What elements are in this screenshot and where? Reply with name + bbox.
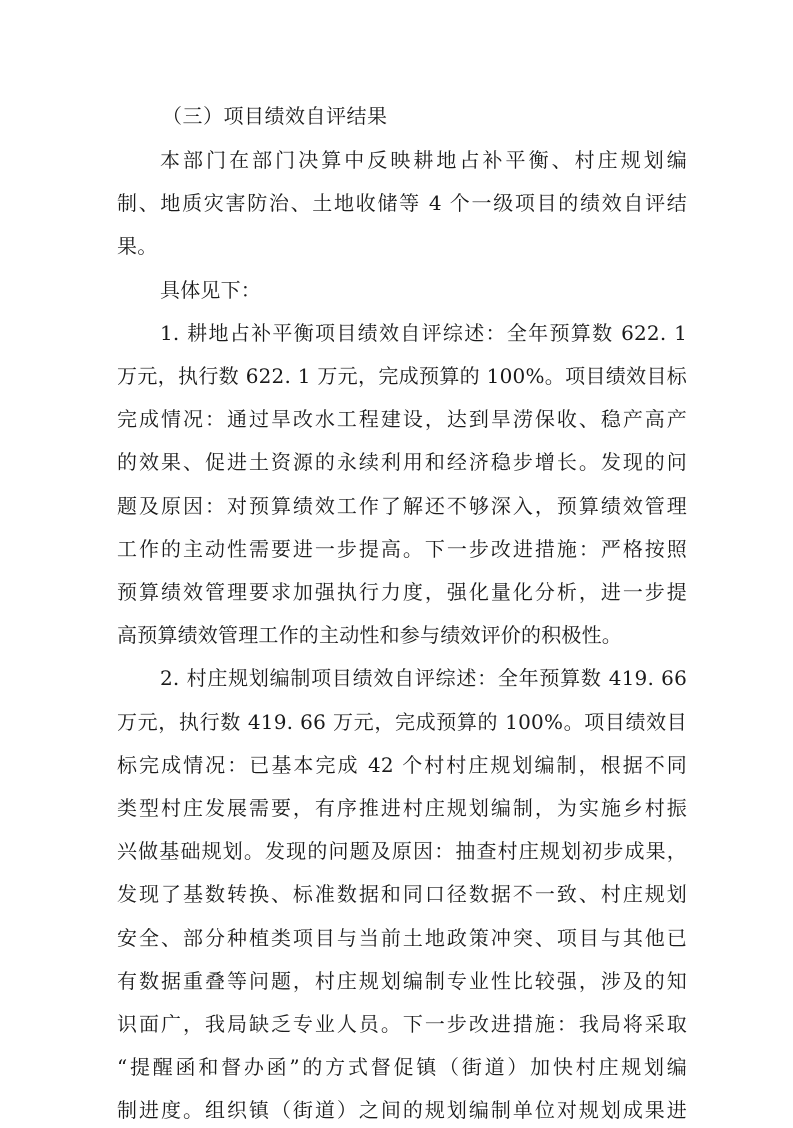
section-heading: （三）项目绩效自评结果 (162, 104, 388, 128)
paragraph-line: 1. 耕地占补平衡项目绩效自评综述：全年预算数 622. 1 (160, 320, 687, 345)
paragraph-line: “提醒函和督办函”的方式督促镇（街道）加快村庄规划编 (117, 1055, 687, 1080)
paragraph-line: 发现了基数转换、标准数据和同口径数据不一致、村庄规划 (117, 882, 687, 907)
paragraph-line: 本部门在部门决算中反映耕地占补平衡、村庄规划编 (160, 148, 687, 172)
paragraph-line: 2. 村庄规划编制项目绩效自评综述：全年预算数 419. 66 (160, 666, 687, 691)
paragraph-line: 制、地质灾害防治、土地收储等 4 个一级项目的绩效自评结 (117, 191, 687, 216)
paragraph-line: 具体见下： (160, 277, 261, 302)
paragraph-line: 有数据重叠等问题，村庄规划编制专业性比较强，涉及的知 (117, 968, 687, 993)
paragraph-line: 预算绩效管理要求加强执行力度，强化量化分析，进一步提 (117, 580, 687, 604)
paragraph-line: 兴做基础规划。发现的问题及原因：抽查村庄规划初步成果， (117, 839, 687, 864)
paragraph-line: 的效果、促进土资源的永续利用和经济稳步增长。发现的问 (117, 450, 687, 475)
paragraph-line: 类型村庄发展需要，有序推进村庄规划编制，为实施乡村振 (117, 796, 687, 820)
paragraph-line: 识面广，我局缺乏专业人员。下一步改进措施：我局将采取 (117, 1012, 687, 1036)
paragraph-line: 高预算绩效管理工作的主动性和参与绩效评价的积极性。 (117, 623, 622, 648)
paragraph-line: 果。 (117, 234, 158, 259)
paragraph-line: 工作的主动性需要进一步提高。下一步改进措施：严格按照 (117, 536, 687, 561)
paragraph-line: 标完成情况：已基本完成 42 个村村庄规划编制，根据不同 (117, 752, 687, 777)
paragraph-line: 安全、部分种植类项目与当前土地政策冲突、项目与其他已 (117, 925, 687, 950)
paragraph-line: 万元，执行数 622. 1 万元，完成预算的 100%。项目绩效目标 (117, 364, 687, 388)
paragraph-line: 万元，执行数 419. 66 万元，完成预算的 100%。项目绩效目 (117, 709, 687, 734)
paragraph-line: 题及原因：对预算绩效工作了解还不够深入，预算绩效管理 (117, 493, 687, 518)
paragraph-line: 完成情况：通过旱改水工程建设，达到旱涝保收、稳产高产 (117, 407, 687, 432)
paragraph-line: 制进度。组织镇（街道）之间的规划编制单位对规划成果进 (117, 1098, 687, 1123)
